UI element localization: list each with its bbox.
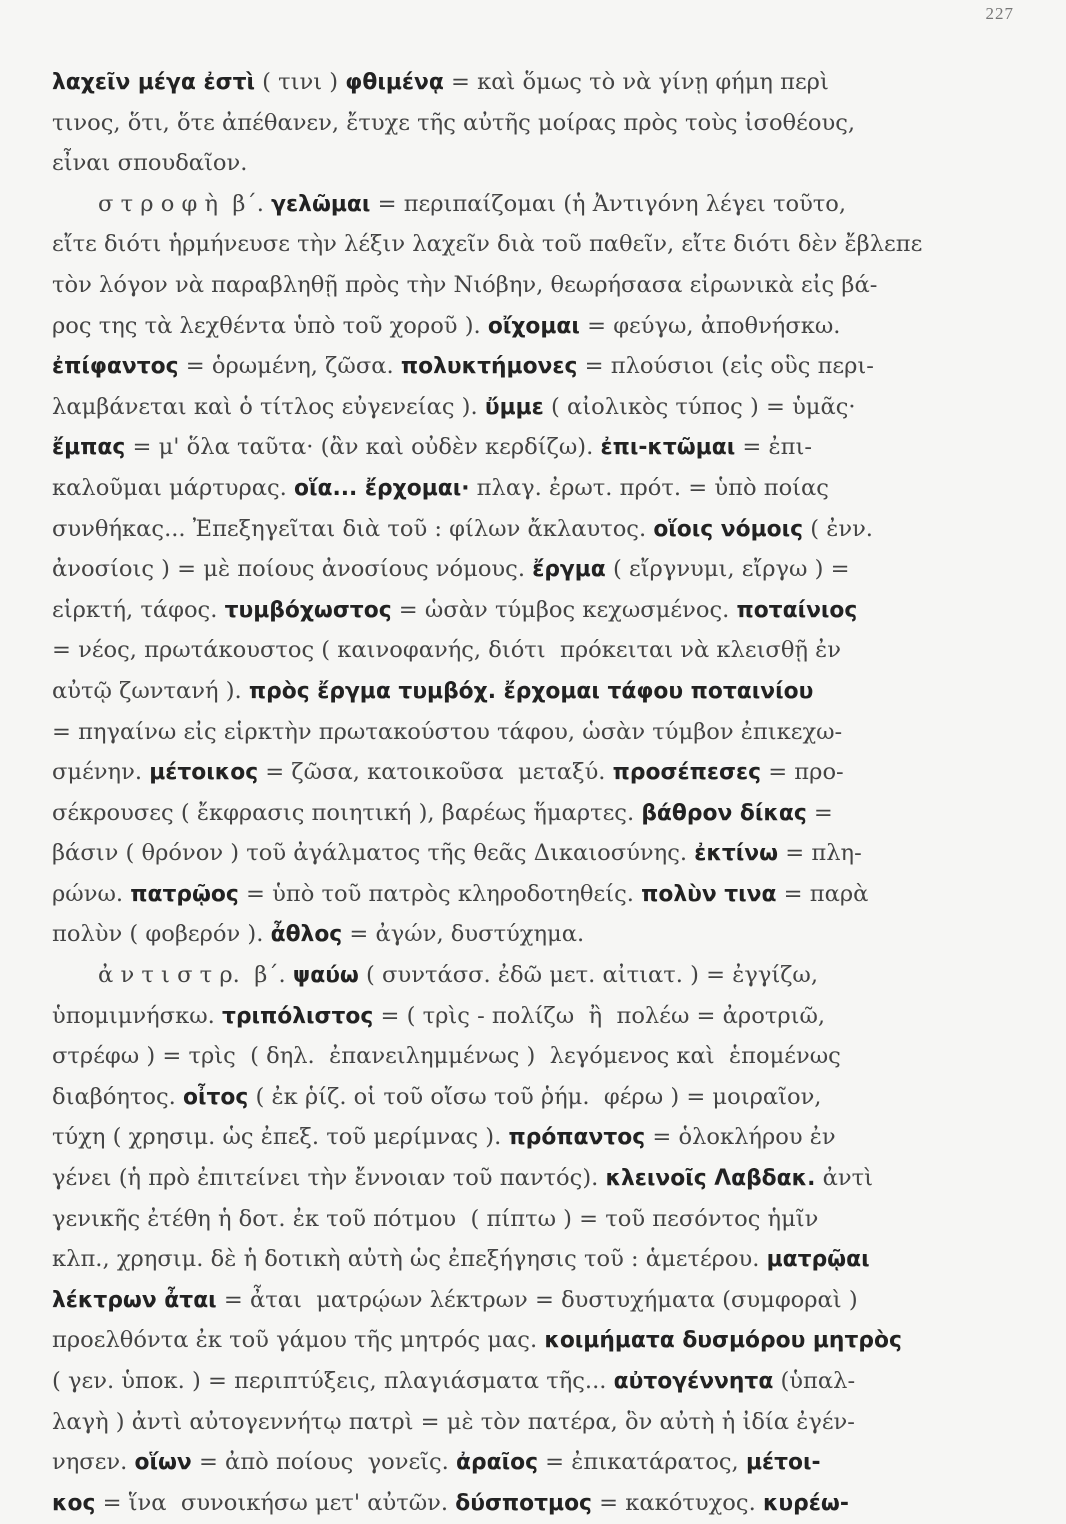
text-line (52, 914, 1022, 955)
gloss-text: τύχη ( χρησιμ. ὡς ἐπεξ. τοῦ μερίμνας ). (52, 1124, 509, 1151)
gloss-text: = ἀγών, δυστύχημα. (342, 921, 585, 948)
gloss-text: αὐτῷ ζωντανή ). (52, 677, 249, 704)
text-line (52, 1036, 1022, 1077)
gloss-text: ( ἐνν. (803, 515, 873, 542)
text-line (52, 103, 1022, 144)
lemma-term: κυρέω- (762, 1490, 849, 1516)
lemma-term: πρὸς ἔργμα τυμβόχ. ἔρχομαι τάφου ποταινίου (248, 678, 814, 704)
gloss-text: (ὑπαλ- (773, 1368, 856, 1394)
gloss-text: = ὡσὰν τύμβος κεχωσμένος. (391, 596, 737, 623)
gloss-text: = πλη- (778, 840, 862, 867)
text-line (52, 1239, 1022, 1280)
gloss-text: = ἵνα συνοικήσω μετ' αὐτῶν. (95, 1489, 456, 1516)
lemma-term: βάθρον δίκας (641, 800, 807, 826)
lemma-term: κοιμήματα δυσμόρου μητρὸς (544, 1328, 902, 1354)
gloss-text: καλοῦμαι μάρτυρας. (52, 474, 295, 501)
text-line (52, 1483, 1022, 1524)
lemma-term: προσέπεσες (612, 760, 762, 786)
text-line (52, 712, 1022, 753)
gloss-text: = ἐπι- (735, 434, 812, 461)
lemma-term: ἐκτίνω (694, 841, 779, 867)
gloss-text: = νέος, πρωτάκουστος ( καινοφανής, διότι πρόκειται νὰ κλεισθῇ ἐν (52, 637, 842, 664)
lemma-term: λέκτρων ἆται (52, 1287, 217, 1313)
text-line (52, 468, 1022, 509)
text-line (52, 265, 1022, 306)
lemma-term: κος (52, 1490, 96, 1516)
text-line (52, 509, 1022, 550)
gloss-text: λαμβάνεται καὶ ὁ τίτλος εὐγενείας ). (52, 393, 485, 420)
text-line (52, 1280, 1022, 1321)
lemma-term: πρόπαντος (508, 1125, 646, 1151)
gloss-text: εἱρκτή, τάφος. (52, 596, 225, 623)
gloss-text: = ( τρὶς - πολίζω ἢ πολέω = ἀροτριῶ, (373, 1002, 826, 1029)
text-line (52, 1402, 1022, 1443)
gloss-text: προελθόντα ἐκ τοῦ γάμου τῆς μητρός μας. (52, 1327, 545, 1354)
gloss-text: πολὺν ( φοβερόν ). (52, 921, 271, 948)
text-line (52, 1320, 1022, 1361)
gloss-text: εἶναι σπουδαῖον. (52, 150, 248, 177)
text-line (52, 346, 1022, 387)
lemma-term: ἔμπας (52, 435, 126, 461)
lemma-term: οἶτος (183, 1084, 249, 1110)
gloss-text: ( εἴργνυμι, εἴργω ) = (605, 556, 850, 583)
gloss-text: = φεύγω, ἀποθνήσκω. (579, 312, 841, 339)
gloss-text: = κακότυχος. (591, 1489, 763, 1516)
text-line (52, 630, 1022, 671)
gloss-text: = ὁλοκλήρου ἐν (645, 1124, 836, 1151)
text-line (52, 874, 1022, 915)
gloss-text: = (806, 799, 833, 826)
text-line (52, 306, 1022, 347)
commentary-text (52, 62, 1022, 1523)
gloss-text: = πλούσιοι (εἰς οὓς περι- (577, 353, 874, 380)
lemma-term: γελῶμαι (271, 191, 371, 217)
text-line (52, 427, 1022, 468)
gloss-text: τὸν λόγον νὰ παραβληθῇ πρὸς τὴν Νιόβην, θεωρήσασα εἰρωνικὰ εἰς βά- (52, 271, 878, 298)
text-line (52, 387, 1022, 428)
gloss-text: ἀνοσίοις ) = μὲ ποίους ἀνοσίους νόμους. (52, 556, 533, 583)
gloss-text: = παρὰ (776, 880, 869, 907)
text-line (52, 1117, 1022, 1158)
text-line (52, 1158, 1022, 1199)
text-line (52, 671, 1022, 712)
text-line (52, 833, 1022, 874)
gloss-text: ὑπομιμνήσκω. (52, 1002, 223, 1029)
lemma-term: μέτοικος (149, 760, 259, 786)
lemma-term: ἀραῖος (456, 1450, 538, 1476)
gloss-text: = περιπαίζομαι (ἡ Ἀντιγόνη λέγει τοῦτο, (370, 190, 847, 217)
gloss-text: ( τινι ) (254, 69, 346, 95)
gloss-text: ( αἰολικὸς τύπος ) = ὑμᾶς· (543, 393, 856, 420)
page-number: 227 (985, 4, 1014, 23)
gloss-text: = προ- (761, 759, 844, 786)
lemma-term: οἴχομαι (487, 313, 580, 339)
text-line (52, 549, 1022, 590)
text-line (52, 1442, 1022, 1483)
lemma-term: δύσποτμος (455, 1490, 592, 1516)
gloss-text: ( ἐκ ῥίζ. οἱ τοῦ οἴσω τοῦ ῥήμ. φέρω ) = μοιραῖον, (248, 1083, 822, 1110)
text-line (52, 1361, 1022, 1402)
gloss-text: = ὁρωμένη, ζῶσα. (178, 353, 401, 380)
gloss-text: στρέφω ) = τρὶς ( δηλ. ἐπανειλημμένως ) λεγόμενος καὶ ἑπομένως (52, 1043, 841, 1070)
lemma-term: πατρῷος (130, 881, 239, 907)
gloss-text: = ἀπὸ ποίους γονεῖς. (191, 1449, 457, 1476)
lemma-term: ἔργμα (532, 557, 606, 583)
lemma-term: οἵοις νόμοις (653, 516, 804, 542)
lemma-term: ματρῷαι (766, 1247, 870, 1273)
lemma-term: κλεινοῖς Λαβδακ. (605, 1166, 816, 1192)
gloss-text: ἀ ν τ ι σ τ ρ. β΄. (98, 962, 293, 989)
lemma-term: τυμβόχωστος (224, 597, 392, 623)
gloss-text: εἴτε διότι ἡρμήνευσε τὴν λέξιν λαχεῖν διὰ τοῦ παθεῖν, εἴτε διότι δὲν ἔβλεπε (52, 231, 923, 258)
lemma-term: τριπόλιστος (222, 1003, 374, 1029)
text-line (52, 62, 1022, 103)
lemma-term: φθιμένᾳ (345, 70, 444, 95)
lemma-term: οἵων (134, 1450, 192, 1476)
lemma-term: αὐτογέννητα (613, 1369, 774, 1394)
text-line (52, 590, 1022, 631)
gloss-text: συνθήκας... Ἐπεξηγεῖται διὰ τοῦ : φίλων ἄκλαυτος. (52, 515, 654, 542)
gloss-text: ( συντάσσ. ἐδῶ μετ. αἰτιατ. ) = ἐγγίζω, (358, 962, 819, 989)
gloss-text: βάσιν ( θρόνον ) τοῦ ἀγάλματος τῆς θεᾶς Δικαιοσύνης. (52, 840, 695, 867)
gloss-text: γένει (ἡ πρὸ ἐπιτείνει τὴν ἔννοιαν τοῦ παντός). (52, 1165, 606, 1192)
lemma-term: ἆθλος (270, 922, 343, 948)
gloss-text: = πηγαίνω εἰς εἱρκτὴν πρωτακούστου τάφου, ὡσὰν τύμβον ἐπικεχω- (52, 718, 843, 745)
gloss-text: = ἐπικατάρατος, (538, 1449, 746, 1476)
gloss-text: διαβόητος. (52, 1083, 184, 1110)
gloss-text: = καὶ ὅμως τὸ νὰ γίνῃ φήμη περὶ (443, 69, 829, 95)
gloss-text: = ὑπὸ τοῦ πατρὸς κληροδοτηθείς. (238, 880, 642, 907)
gloss-text: πλαγ. ἐρωτ. πρότ. = ὑπὸ ποίας (469, 474, 829, 501)
gloss-text: σ τ ρ ο φ ὴ β΄. (98, 190, 272, 217)
gloss-text: νησεν. (52, 1449, 135, 1476)
text-line (52, 184, 1022, 225)
text-line (52, 996, 1022, 1037)
text-line (52, 793, 1022, 834)
lemma-term: ὔμμε (484, 394, 544, 420)
text-line (52, 1199, 1022, 1240)
gloss-text: ρώνω. (52, 880, 131, 907)
text-line (52, 955, 1022, 996)
lemma-term: πολὺν τινα (641, 881, 777, 907)
gloss-text: ἀντὶ (815, 1165, 873, 1192)
lemma-term: μέτοι- (745, 1450, 821, 1476)
gloss-text: = ζῶσα, κατοικοῦσα μεταξύ. (258, 759, 613, 786)
gloss-text: = ἆται ματρῴων λέκτρων = δυστυχήματα (συμφοραὶ ) (216, 1286, 858, 1313)
lemma-term: πολυκτήμονες (400, 354, 578, 380)
lemma-term: ἐπίφαντος (52, 354, 179, 380)
lemma-term: ψαύω (292, 963, 359, 989)
lemma-term: λαχεῖν μέγα ἐστὶ (52, 70, 255, 95)
text-line (52, 1077, 1022, 1118)
gloss-text: κλπ., χρησιμ. δὲ ἡ δοτικὴ αὐτὴ ὡς ἐπεξήγησις τοῦ : ἁμετέρου. (52, 1246, 767, 1273)
gloss-text: σμένην. (52, 759, 150, 786)
gloss-text: σέκρουσες ( ἔκφρασις ποιητική ), βαρέως ἥμαρτες. (52, 799, 642, 826)
gloss-text: ρος της τὰ λεχθέντα ὑπὸ τοῦ χοροῦ ). (52, 312, 488, 339)
text-line (52, 143, 1022, 184)
lemma-term: ποταίνιος (736, 597, 858, 623)
gloss-text: ( γεν. ὑποκ. ) = περιπτύξεις, πλαγιάσματα τῆς... (52, 1368, 614, 1394)
text-line (52, 752, 1022, 793)
lemma-term: οἵα... ἔρχομαι· (294, 475, 470, 501)
gloss-text: = μ' ὅλα ταῦτα· (ἂν καὶ οὐδὲν κερδίζω). (125, 434, 601, 461)
gloss-text: γενικῆς ἐτέθη ἡ δοτ. ἐκ τοῦ πότμου ( πίπτω ) = τοῦ πεσόντος ἡμῖν (52, 1205, 819, 1232)
gloss-text: τινος, ὅτι, ὅτε ἀπέθανεν, ἔτυχε τῆς αὐτῆς μοίρας πρὸς τοὺς ἰσοθέους, (52, 109, 856, 136)
lemma-term: ἐπι-κτῶμαι (600, 435, 736, 461)
text-line (52, 224, 1022, 265)
gloss-text: λαγὴ ) ἀντὶ αὐτογεννήτῳ πατρὶ = μὲ τὸν πατέρα, ὃν αὐτὴ ἡ ἰδία ἐγέν- (52, 1408, 855, 1435)
